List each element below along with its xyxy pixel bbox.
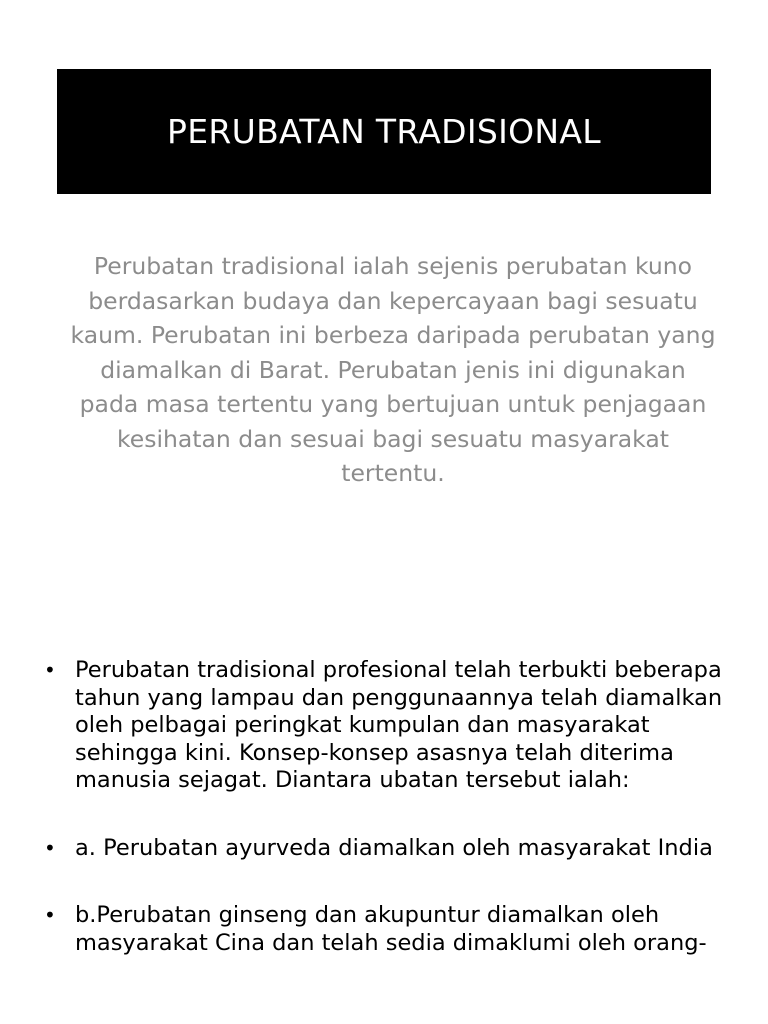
bullet-icon: •: [44, 903, 56, 927]
slide-subtitle: Perubatan tradisional ialah sejenis perubatan kuno berdasarkan budaya dan kepercayaan bagi sesuatu kaum. Perubatan ini berbeza daripada perubatan yang diamalkan di Barat. Perubatan jenis ini digunakan pada masa tertentu yang bertujuan untuk penjagaan kesihatan dan sesuai bagi sesuatu masyarakat tertentu.: [70, 252, 716, 487]
bullet-item: [40, 835, 740, 863]
bullet-text: a. Perubatan ayurveda diamalkan oleh masyarakat India: [75, 834, 713, 861]
bullet-item: [40, 657, 740, 795]
slide-title: PERUBATAN TRADISIONAL: [167, 112, 601, 151]
bullet-text: b.Perubatan ginseng dan akupuntur diamalkan oleh masyarakat Cina dan telah sedia dimaklumi oleh orang-: [75, 902, 707, 956]
bullet-item: [40, 902, 740, 957]
bullet-text: Perubatan tradisional profesional telah terbukti beberapa tahun yang lampau dan penggunaannya telah diamalkan oleh pelbagai peringkat kumpulan dan masyarakat sehingga kini. Konsep-konsep asasnya telah diterima manusia sejagat. Diantara ubatan tersebut ialah:: [75, 657, 723, 793]
bullet-icon: •: [44, 658, 56, 682]
bullet-icon: •: [44, 835, 56, 860]
title-banner: [57, 69, 711, 194]
bullet-list: [40, 657, 740, 997]
